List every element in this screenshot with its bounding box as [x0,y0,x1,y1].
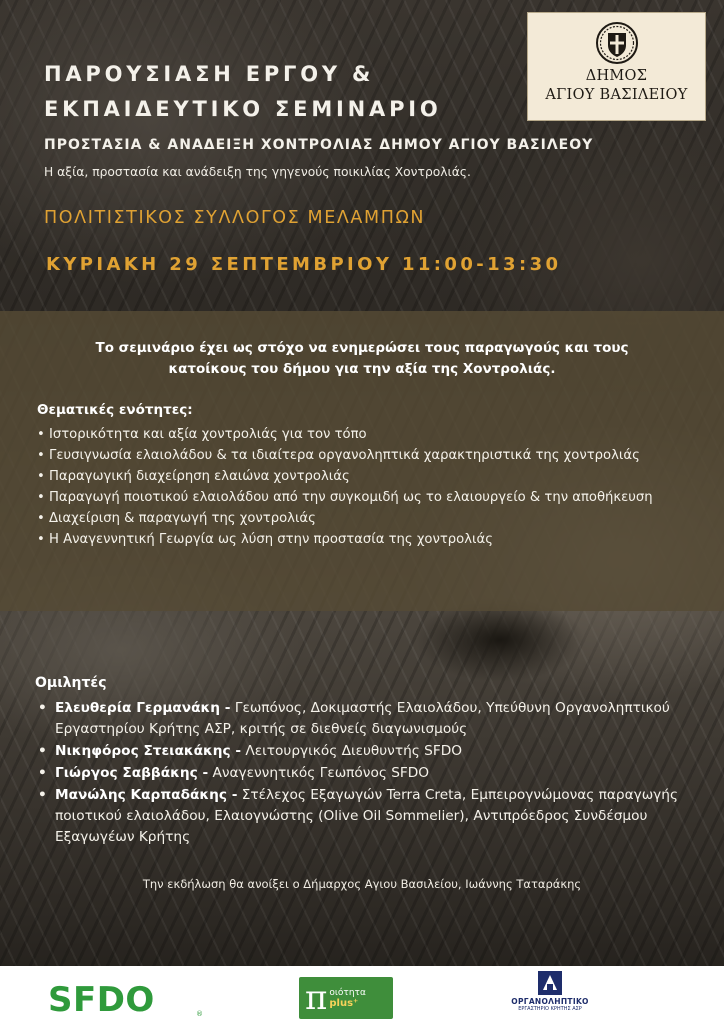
speaker-role: Γεωπόνος, Δοκιμαστής Ελαιολάδου, Υπεύθυνη Οργανοληπτικού Εργαστηρίου Κρήτης ΑΣΡ, κριτής σε διεθνείς διαγωνισμούς [55,700,670,737]
tagline: Η αξία, προστασία και ανάδειξη της γηγενούς ποικιλίας Χοντρολιάς. [44,165,471,179]
intro-line2: κατοίκους του δήμου για την αξία της Χοντρολιάς. [168,361,556,377]
topic-item: • Παραγωγή ποιοτικού ελαιολάδου από την συγκομιδή ως το ελαιουργείο & την αποθήκευση [37,489,677,507]
speaker-role: Αναγεννητικός Γεωπόνος SFDO [212,765,430,781]
organizer-association: ΠΟΛΙΤΙΣΤΙΚΟΣ ΣΥΛΛΟΓΟΣ ΜΕΛΑΜΠΩΝ [44,208,426,228]
poiotita-plus-logo [299,977,393,1019]
topic-item: • Η Αναγεννητική Γεωργία ως λύση στην προστασία της χοντρολιάς [37,531,677,549]
speaker-item [38,785,678,848]
speaker-role: Στέλεχος Εξαγωγών Terra Creta, Εμπειρογνώμονας παραγωγής ποιοτικού ελαιολάδου, Ελαιογνώστης (Olive Oil Sommelier), Αντιπρόεδρος Συνδέσμου Εξαγωγέων Κρήτης [55,787,678,845]
speakers-list [38,698,678,849]
intro-text [0,338,724,380]
municipality-logo [527,12,706,121]
topic-item: • Γευσιγνωσία ελαιολάδου & τα ιδιαίτερα οργανοληπτικά χαρακτηριστικά της χοντρολιάς [37,447,677,465]
municipality-logo-line2: ΑΓΙΟΥ ΒΑΣΙΛΕΙΟΥ [545,87,688,103]
speaker-name: Νικηφόρος Στειακάκης - [55,743,242,759]
closing-note: Την εκδήλωση θα ανοίξει ο Δήμαρχος Αγιου Βασιλείου, Ιωάννης Ταταράκης [142,877,582,891]
topic-item: • Ιστορικότητα και αξία χοντρολιάς για τον τόπο [37,426,677,444]
sfdo-registered-mark: ® [196,1010,203,1018]
page-subtitle: ΠΡΟΣΤΑΣΙΑ & ΑΝΑΔΕΙΞΗ ΧΟΝΤΡΟΛΙΑΣ ΔΗΜΟΥ ΑΓΙΟΥ ΒΑΣΙΛΕΟΥ [44,137,594,153]
topic-item: • Παραγωγική διαχείρηση ελαιώνα χοντρολιάς [37,468,677,486]
page-title-line2: ΕΚΠΑΙΔΕΥΤΙΚΟ ΣΕΜΙΝΑΡΙΟ [44,97,442,121]
lab-emblem-icon [537,970,563,996]
speaker-role: Λειτουργικός Διευθυντής SFDO [245,743,463,759]
speaker-item [38,741,678,762]
topics-list [37,426,677,552]
pi-logo-bottom-text: plus⁺ [329,997,359,1009]
speaker-item [38,763,678,784]
topic-item: • Διαχείριση & παραγωγή της χοντρολιάς [37,510,677,528]
greek-coat-of-arms-icon [595,21,639,65]
sfdo-logo: SFDO [48,980,155,1020]
intro-line1: Το σεμινάριο έχει ως στόχο να ενημερώσει τους παραγωγούς και τους [95,340,629,356]
lab-name: ΟΡΓΑΝΟΛΗΠΤΙΚΟ [511,997,589,1006]
speakers-heading: Ομιλητές [35,675,107,691]
sponsor-footer [0,966,724,1024]
event-datetime: ΚΥΡΙΑΚΗ 29 ΣΕΠΤΕΜΒΡΙΟΥ 11:00-13:30 [46,254,562,275]
municipality-logo-line1: ΔΗΜΟΣ [585,68,648,84]
topics-heading: Θεματικές ενότητες: [37,402,193,418]
speaker-name: Ελευθερία Γερμανάκη - [55,700,231,716]
speaker-name: Μανώλης Καρπαδάκης - [55,787,238,803]
organoleptic-lab-logo [500,970,600,1022]
lab-subtitle: ΕΡΓΑΣΤΗΡΙΟ ΚΡΗΤΗΣ ΑΣΡ [518,1006,582,1012]
pi-logo-top-text: οιότητα [329,987,366,998]
pi-icon: π [305,978,328,1018]
page-title-line1: ΠΑΡΟΥΣΙΑΣΗ ΕΡΓΟΥ & [44,62,375,86]
speaker-item [38,698,678,740]
speaker-name: Γιώργος Σαββάκης - [55,765,209,781]
